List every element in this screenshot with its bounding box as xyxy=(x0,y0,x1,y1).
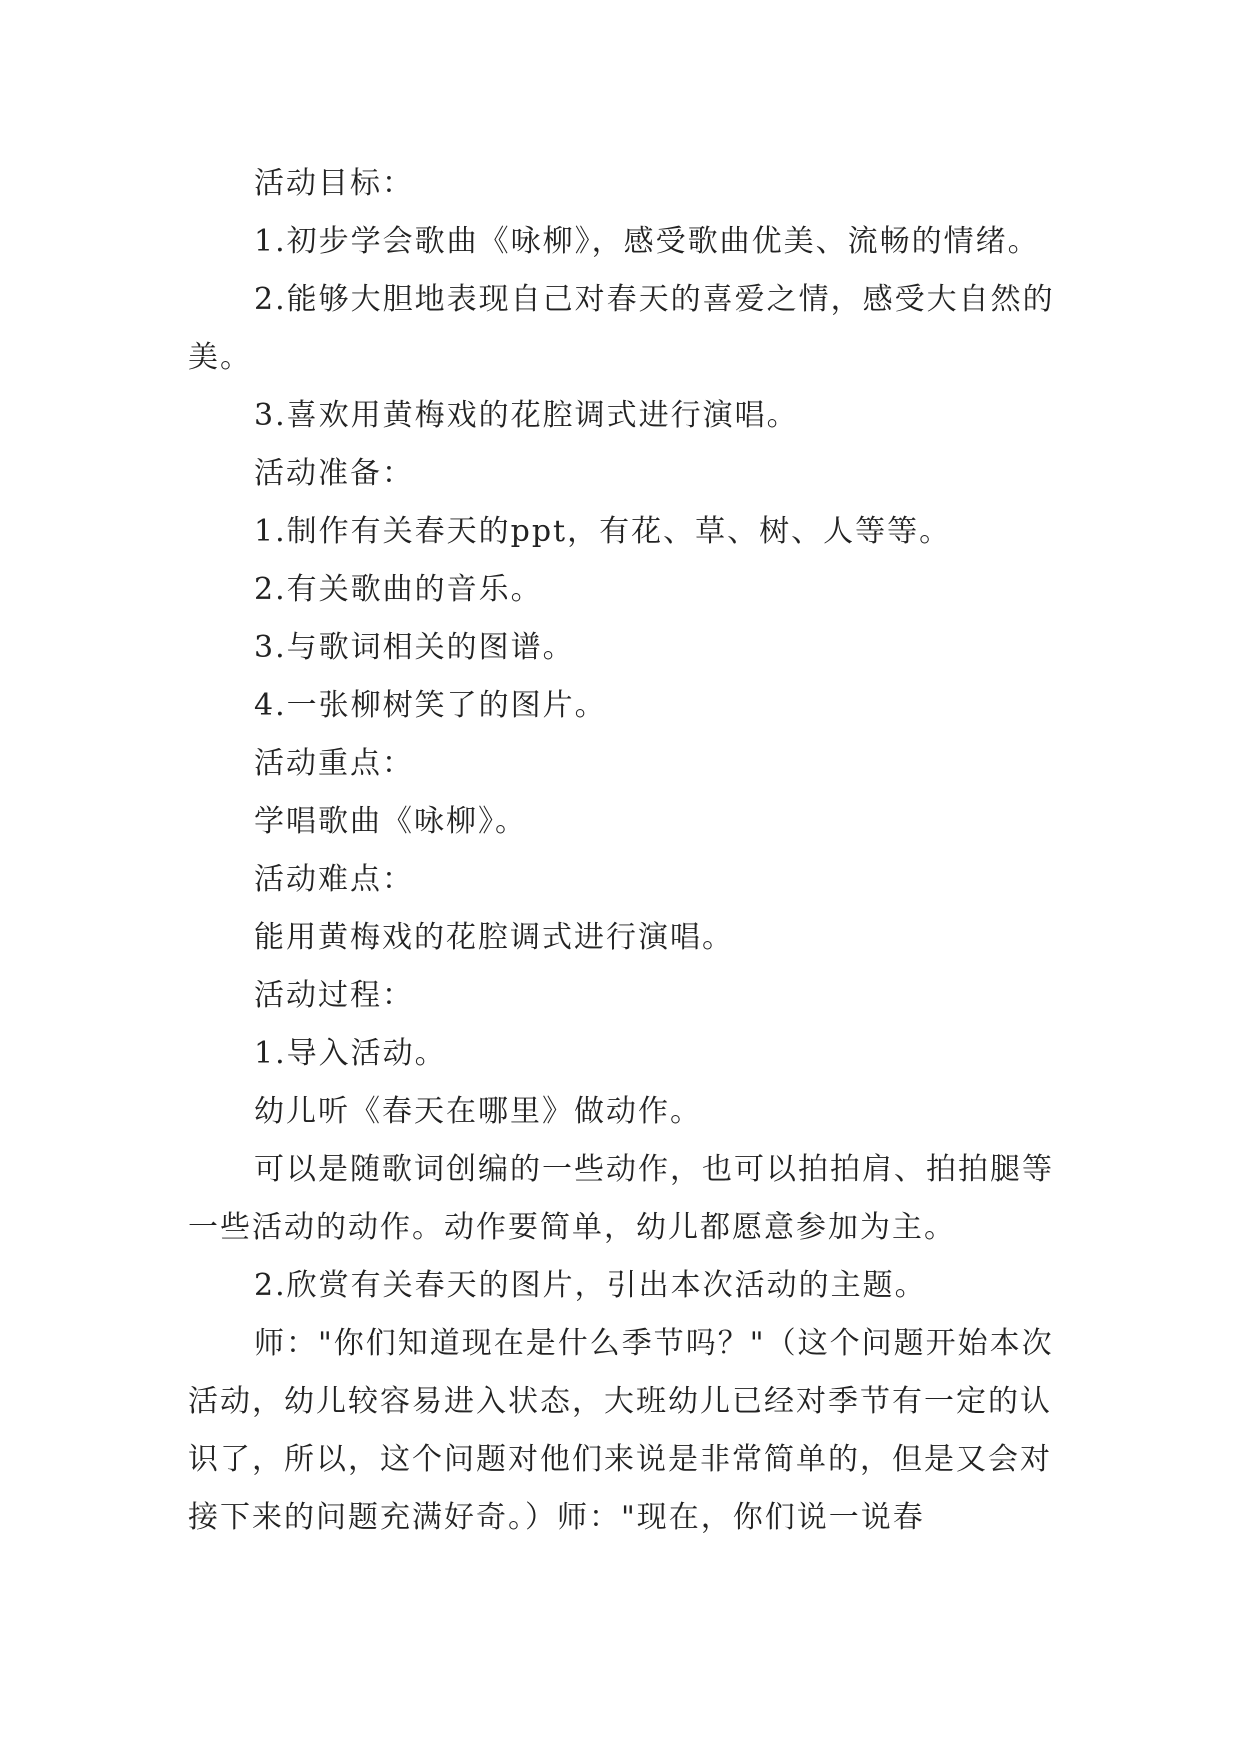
goal-item-3: 3.喜欢用黄梅戏的花腔调式进行演唱。 xyxy=(254,398,799,433)
goal-item-1: 1.初步学会歌曲《咏柳》，感受歌曲优美、流畅的情绪。 xyxy=(254,224,1040,259)
process-paragraph: 可以是随歌词创编的一些动作，也可以拍拍肩、拍拍腿等一些活动的动作。动作要简单，幼儿都愿意参加为主。 xyxy=(188,1152,1054,1245)
document-body xyxy=(188,155,1068,1547)
section-heading-goals: 活动目标： xyxy=(254,166,414,201)
preparation-item-3: 3.与歌词相关的图谱。 xyxy=(254,630,575,665)
goal-item-2: 2.能够大胆地表现自己对春天的喜爱之情，感受大自然的美。 xyxy=(188,282,1055,375)
key-point-text: 学唱歌曲《咏柳》。 xyxy=(254,804,527,839)
preparation-item-4: 4.一张柳树笑了的图片。 xyxy=(254,688,607,723)
section-heading-difficulty: 活动难点： xyxy=(254,862,414,897)
process-paragraph: 幼儿听《春天在哪里》做动作。 xyxy=(254,1094,702,1129)
section-heading-key-point: 活动重点： xyxy=(254,746,414,781)
process-step-2: 2.欣赏有关春天的图片，引出本次活动的主题。 xyxy=(254,1268,927,1303)
preparation-item-1: 1.制作有关春天的ppt，有花、草、树、人等等。 xyxy=(254,514,952,549)
section-heading-process: 活动过程： xyxy=(254,978,414,1013)
process-step-1: 1.导入活动。 xyxy=(254,1036,447,1071)
process-paragraph: 师："你们知道现在是什么季节吗？"（这个问题开始本次活动，幼儿较容易进入状态，大班幼儿已经对季节有一定的认识了，所以，这个问题对他们来说是非常简单的，但是又会对接下来的问题充满好奇。）师："现在，你们说一说春 xyxy=(188,1326,1054,1535)
section-heading-preparation: 活动准备： xyxy=(254,456,414,491)
difficulty-text: 能用黄梅戏的花腔调式进行演唱。 xyxy=(254,920,734,955)
preparation-item-2: 2.有关歌曲的音乐。 xyxy=(254,572,543,607)
